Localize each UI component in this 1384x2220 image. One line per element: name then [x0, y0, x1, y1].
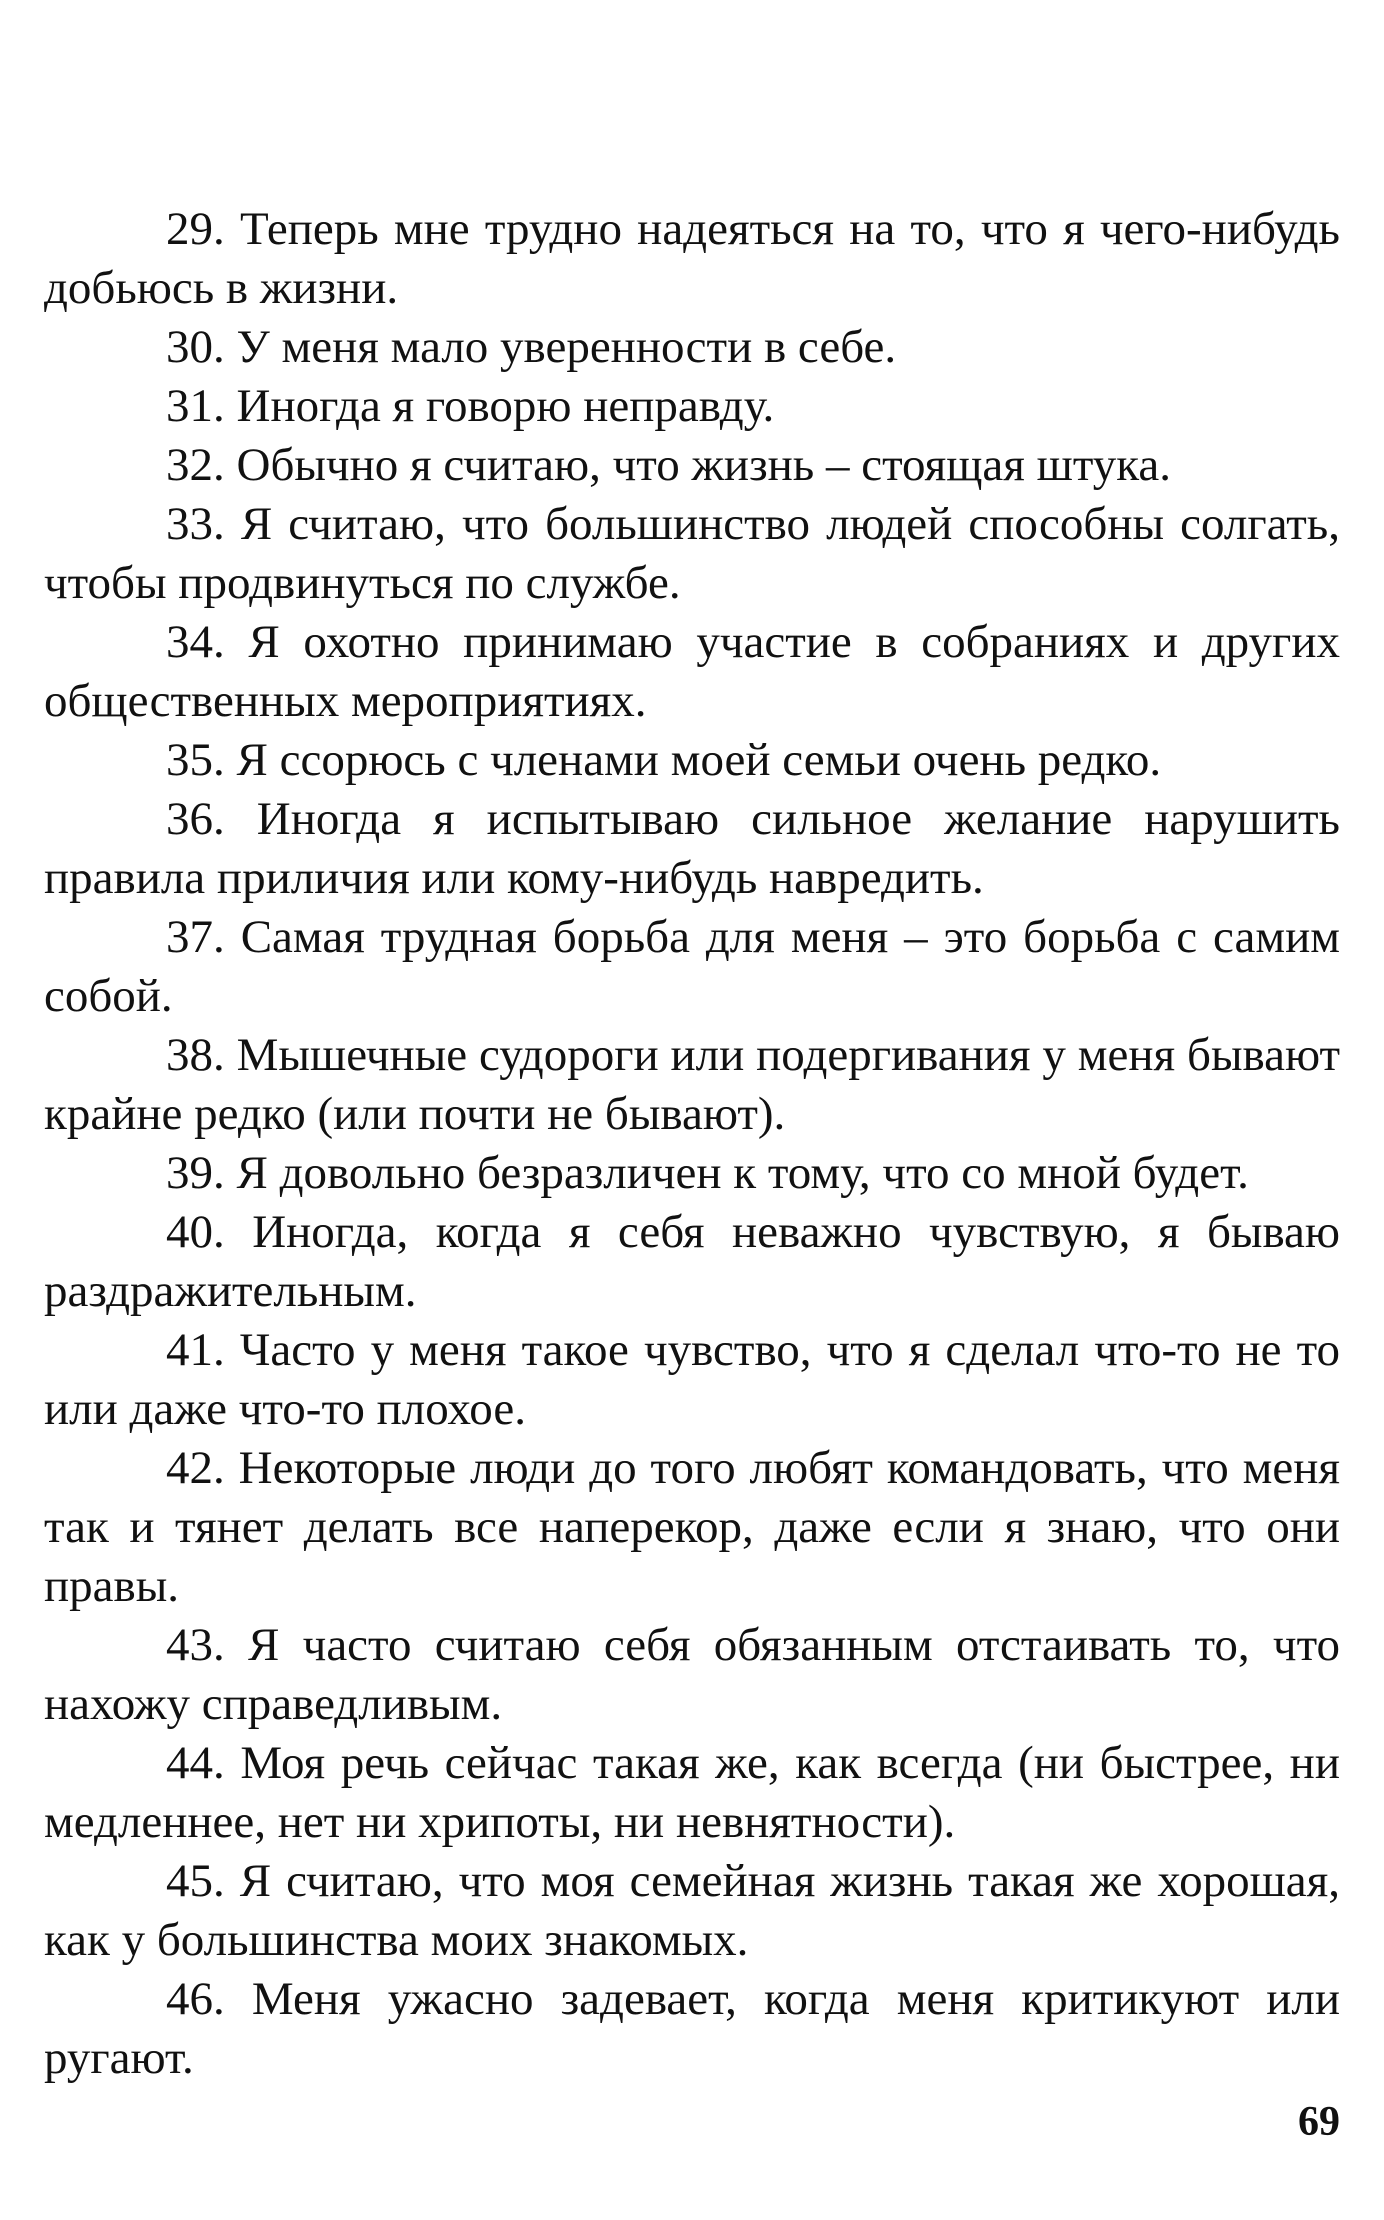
list-item: 31. Иногда я говорю неправду.	[166, 380, 775, 432]
list-item: 36. Иногда я испытываю сильное желание нарушить правила приличия или кому-нибудь навредить.	[44, 793, 1340, 904]
list-item: 32. Обычно я считаю, что жизнь – стоящая штука.	[166, 439, 1171, 491]
list-item: 44. Моя речь сейчас такая же, как всегда (ни быстрее, ни медленнее, нет ни хрипоты, ни невнятности).	[44, 1737, 1340, 1848]
list-item: 38. Мышечные судороги или подергивания у меня бывают крайне редко (или почти не бывают).	[44, 1029, 1340, 1140]
list-item: 29. Теперь мне трудно надеяться на то, что я чего-нибудь добьюсь в жизни.	[44, 203, 1340, 314]
list-item: 41. Часто у меня такое чувство, что я сделал что-то не то или даже что-то плохое.	[44, 1324, 1340, 1435]
page-number: 69	[1298, 2099, 1340, 2145]
list-item: 42. Некоторые люди до того любят командовать, что меня так и тянет делать все наперекор, даже если я знаю, что они правы.	[44, 1442, 1340, 1612]
list-item: 46. Меня ужасно задевает, когда меня критикуют или ругают.	[44, 1973, 1340, 2084]
list-item: 33. Я считаю, что большинство людей способны солгать, чтобы продвинуться по службе.	[44, 498, 1340, 609]
list-item: 43. Я часто считаю себя обязанным отстаивать то, что нахожу справедливым.	[44, 1619, 1340, 1730]
list-item: 37. Самая трудная борьба для меня – это борьба с самим собой.	[44, 911, 1340, 1022]
questionnaire-items	[44, 200, 1340, 2088]
list-item: 35. Я ссорюсь с членами моей семьи очень редко.	[166, 734, 1162, 786]
list-item: 30. У меня мало уверенности в себе.	[166, 321, 897, 373]
list-item: 39. Я довольно безразличен к тому, что со мной будет.	[166, 1147, 1249, 1199]
list-item: 34. Я охотно принимаю участие в собраниях и других общественных мероприятиях.	[44, 616, 1340, 727]
list-item: 45. Я считаю, что моя семейная жизнь такая же хорошая, как у большинства моих знакомых.	[44, 1855, 1340, 1966]
list-item: 40. Иногда, когда я себя неважно чувствую, я бываю раздражительным.	[44, 1206, 1340, 1317]
